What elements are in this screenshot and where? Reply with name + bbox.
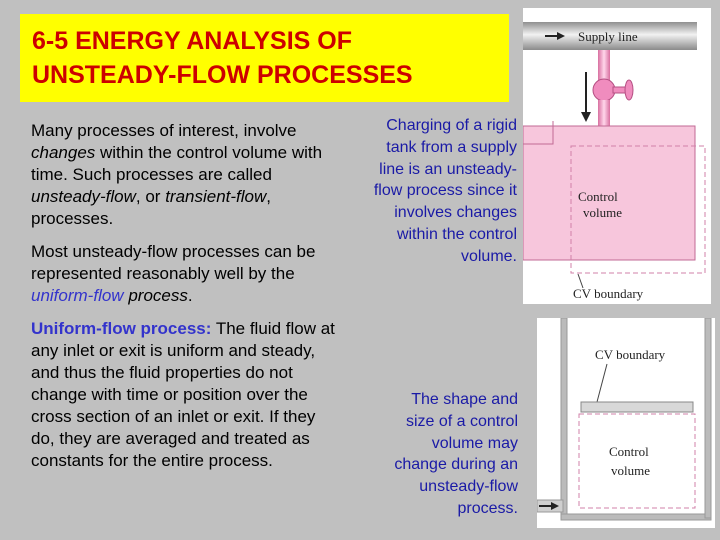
text-span-italic: process: [128, 286, 188, 305]
arrow-down-icon: [581, 72, 591, 122]
text-span: , processes.: [31, 187, 272, 228]
caption-line: change during an: [394, 456, 518, 474]
cylinder-wall-left: [561, 318, 567, 518]
caption-piston-cylinder: [370, 389, 518, 520]
figure-rigid-tank-svg: [523, 8, 711, 304]
text-span: within the control volume with time. Such processes are called: [31, 143, 323, 184]
control-volume-label-1: Control: [609, 444, 649, 459]
caption-rigid-tank: [345, 115, 517, 268]
control-volume-label-1: Control: [578, 189, 618, 204]
title-line-1: 6-5 ENERGY ANALYSIS OF: [32, 27, 352, 55]
definition-text: The fluid flow at any inlet or exit is uniform and steady, and thus the fluid properties do not change with time or position over the cross section of an inlet or exit. If they do, they are averaged and treated as constants for the entire process.: [31, 319, 335, 470]
text-span: .: [187, 286, 193, 305]
paragraph-uniform-flow-definition: [31, 318, 336, 472]
caption-line: The shape and: [411, 391, 518, 408]
control-volume-label-2: volume: [583, 205, 622, 220]
paragraph-uniform-flow: [31, 241, 331, 307]
text-span: , or: [135, 187, 166, 206]
title-line-2: UNSTEADY-FLOW PROCESSES: [32, 61, 413, 89]
caption-line: line is an unsteady-: [379, 160, 517, 178]
text-span: Most unsteady-flow processes can be represented reasonably well by the: [31, 242, 316, 283]
caption-line: flow process since it: [373, 182, 517, 200]
cylinder-base: [561, 514, 711, 520]
paragraph-unsteady-flow: [31, 120, 341, 230]
caption-line: process.: [457, 499, 518, 517]
cv-boundary-dashed: [579, 414, 695, 508]
caption-line: involves changes: [394, 204, 517, 222]
slide-title: [20, 14, 509, 102]
piston: [581, 402, 693, 412]
caption-line: within the control: [396, 225, 517, 243]
caption-line: volume may: [431, 434, 518, 452]
caption-line: unsteady-flow: [419, 478, 518, 496]
text-span-italic-blue: uniform-flow: [31, 286, 124, 305]
control-volume-label-2: volume: [611, 463, 650, 478]
figure-rigid-tank: [523, 8, 711, 304]
caption-line: Charging of a rigid: [386, 117, 517, 134]
caption-line: volume.: [460, 247, 517, 265]
caption-line: size of a control: [405, 412, 518, 430]
cv-boundary-label: CV boundary: [595, 347, 666, 362]
figure-piston-cylinder-svg: [537, 318, 715, 528]
text-span-italic: unsteady-flow: [31, 187, 136, 206]
valve-icon: [593, 79, 633, 126]
definition-label: Uniform-flow process:: [31, 319, 212, 338]
text-span: Many processes of interest, involve: [31, 121, 297, 140]
text-span-italic: transient-flow: [165, 187, 267, 206]
supply-line-label: Supply line: [578, 29, 638, 44]
caption-line: tank from a supply: [386, 138, 517, 156]
text-span-italic: changes: [31, 143, 96, 162]
cylinder-wall-right: [705, 318, 711, 518]
figure-piston-cylinder: [537, 318, 715, 528]
cv-boundary-label: CV boundary: [573, 286, 644, 301]
